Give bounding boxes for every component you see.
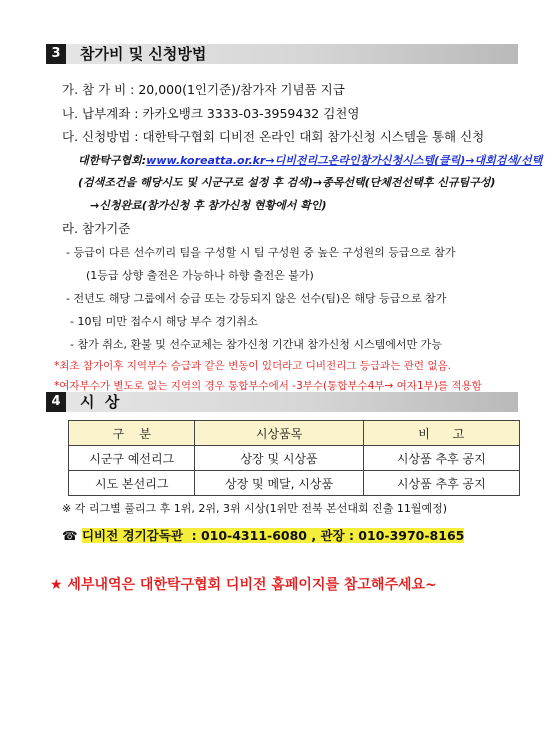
contact-text: 디비전 경기감독관 : 010-4311-6080 , 관장 : 010-3970-8165 xyxy=(81,528,465,543)
table-header-row xyxy=(69,421,520,446)
table-cell: 시상품 추후 공지 xyxy=(363,471,519,496)
apply-path-line-3: →신청완료(참가신청 후 참가신청 현황에서 확인) xyxy=(90,199,327,212)
awards-footnote: ※ 각 리그별 풀리그 후 1위, 2위, 3위 시상(1위만 전북 본선대회 진출 11월예정) xyxy=(62,502,448,515)
section-4-header xyxy=(46,392,518,412)
criteria-item: - 전년도 해당 그룹에서 승급 또는 강등되지 않은 선수(팀)은 해당 등급으로 참가 xyxy=(66,292,447,305)
table-cell: 상장 및 메달, 시상품 xyxy=(195,471,363,496)
table-row xyxy=(69,471,520,496)
table-cell: 시군구 예선리그 xyxy=(69,446,195,471)
account-line: 나. 납부계좌 : 카카오뱅크 3333-03-3959432 김천영 xyxy=(62,106,360,121)
criteria-item: - 참가 취소, 환불 및 선수교체는 참가신청 기간내 참가신청 시스템에서만 가능 xyxy=(70,338,442,351)
homepage-notice: ★ 세부내역은 대한탁구협회 디비전 홈페이지를 참고해주세요~ xyxy=(50,577,437,593)
table-header-cell: 시상품목 xyxy=(195,421,363,446)
criteria-title: 라. 참가기준 xyxy=(62,221,131,236)
table-cell: 시도 본선리그 xyxy=(69,471,195,496)
apply-method-line: 다. 신청방법 : 대한탁구협회 디비전 온라인 대회 참가신청 시스템을 통해 신청 xyxy=(62,129,485,144)
note-item: *최초 참가이후 지역부수 승급과 같은 변동이 있더라고 디비전리그 등급과는 관련 없음. xyxy=(54,360,451,372)
section-3-header xyxy=(46,44,518,64)
section-number: 4 xyxy=(46,392,66,412)
table-cell: 상장 및 시상품 xyxy=(195,446,363,471)
section-title: 참가비 및 신청방법 xyxy=(80,45,207,63)
criteria-item: - 등급이 다른 선수끼리 팀을 구성할 시 팀 구성원 중 높은 구성원의 등급으로 참가 xyxy=(66,246,456,259)
criteria-item: (1등급 상향 출전은 가능하나 하향 출전은 불가) xyxy=(86,269,314,282)
section-number: 3 xyxy=(46,44,66,64)
contact-line xyxy=(62,526,464,544)
section-title: 시 상 xyxy=(80,393,120,411)
path-rest: →디비전리그온라인참가신청시스템(클릭)→대회검색/선택 xyxy=(265,154,543,167)
note-item: *여자부수가 별도로 없는 지역의 경우 통합부수에서 -3부수(통합부수4부→ 여자1부)를 적용함 xyxy=(54,380,482,392)
apply-path-line xyxy=(78,152,542,169)
table-header-cell: 구 분 xyxy=(69,421,195,446)
koreatta-link[interactable]: www.koreatta.or.kr xyxy=(146,154,266,167)
path-prefix: 대한탁구협회: xyxy=(78,154,147,167)
phone-icon: ☎ xyxy=(62,528,78,543)
table-cell: 시상품 추후 공지 xyxy=(363,446,519,471)
table-header-cell: 비 고 xyxy=(363,421,519,446)
table-row xyxy=(69,446,520,471)
criteria-item: - 10팀 미만 접수시 해당 부수 경기취소 xyxy=(70,315,258,328)
apply-path-line-2: (검색조건을 해당시도 및 시군구로 설정 후 검색)→종목선택(단체전선택후 신규팀구성) xyxy=(78,176,496,189)
fee-line: 가. 참 가 비 : 20,000(1인기준)/참가자 기념품 지급 xyxy=(62,82,345,97)
awards-table xyxy=(68,420,520,496)
